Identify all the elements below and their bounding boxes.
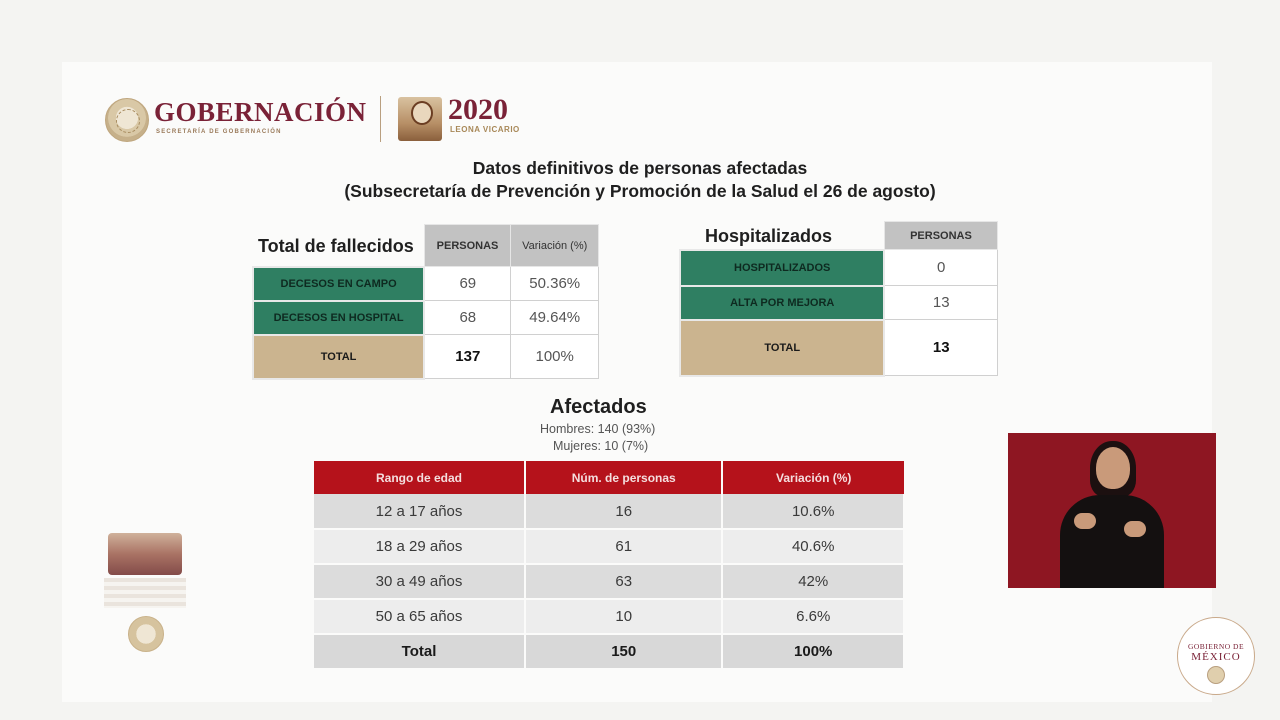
slide-title-line1: Datos definitivos de personas afectadas bbox=[472, 158, 808, 178]
personas-value: 0 bbox=[884, 250, 997, 286]
row-label: HOSPITALIZADOS bbox=[680, 250, 884, 286]
hombres-label: Hombres: 140 (93%) bbox=[540, 422, 656, 436]
table-row-total bbox=[253, 335, 599, 379]
interpreter-face bbox=[1096, 447, 1130, 489]
header-rango: Rango de edad bbox=[314, 461, 525, 494]
row-label: DECESOS EN HOSPITAL bbox=[253, 301, 424, 335]
slide-title-line2: (Subsecretaría de Prevención y Promoción de la Salud el 26 de agosto) bbox=[344, 181, 936, 201]
row-label: TOTAL bbox=[253, 335, 424, 379]
personas-cell: 61 bbox=[525, 529, 722, 564]
personas-value: 137 bbox=[424, 335, 511, 379]
hospitalizados-caption: Hospitalizados bbox=[705, 226, 833, 246]
rango-cell: 18 a 29 años bbox=[314, 529, 525, 564]
rango-cell: 30 a 49 años bbox=[314, 564, 525, 599]
row-label: ALTA POR MEJORA bbox=[680, 286, 884, 320]
header-divider bbox=[380, 96, 381, 142]
gobierno-logo-line1: GOBIERNO DE bbox=[1187, 642, 1245, 651]
table-row bbox=[314, 494, 904, 529]
total-label: Total bbox=[314, 634, 525, 669]
table-row bbox=[680, 250, 998, 286]
table-row bbox=[314, 564, 904, 599]
header-variacion: Variación (%) bbox=[722, 461, 904, 494]
small-seal-icon bbox=[128, 616, 164, 652]
interpreter-hand-left bbox=[1074, 513, 1096, 529]
table-row bbox=[253, 301, 599, 335]
rango-cell: 50 a 65 años bbox=[314, 599, 525, 634]
coat-of-arms-icon bbox=[105, 98, 149, 142]
variacion-cell: 10.6% bbox=[722, 494, 904, 529]
gobierno-seal-icon bbox=[1207, 666, 1225, 684]
personas-cell: 16 bbox=[525, 494, 722, 529]
personas-cell: 10 bbox=[525, 599, 722, 634]
table-row bbox=[680, 286, 998, 320]
heroes-illustration-icon bbox=[108, 533, 182, 575]
sign-language-interpreter-video bbox=[1008, 433, 1216, 588]
variacion-cell: 6.6% bbox=[722, 599, 904, 634]
mujeres-label: Mujeres: 10 (7%) bbox=[553, 439, 649, 453]
heroes-caption-graphic bbox=[104, 578, 186, 608]
total-personas: 150 bbox=[525, 634, 722, 669]
hospitalizados-header-personas: PERSONAS bbox=[884, 222, 997, 250]
fallecidos-caption: Total de fallecidos bbox=[258, 236, 414, 256]
variacion-cell: 42% bbox=[722, 564, 904, 599]
personas-value: 69 bbox=[424, 267, 511, 301]
row-label: TOTAL bbox=[680, 320, 884, 376]
org-title: GOBERNACIÓN bbox=[154, 97, 367, 127]
table-row bbox=[253, 267, 599, 301]
gobierno-de-mexico-logo bbox=[1177, 617, 1255, 695]
afectados-table bbox=[314, 461, 905, 670]
table-row bbox=[314, 599, 904, 634]
interpreter-body bbox=[1060, 495, 1164, 588]
header-num-personas: Núm. de personas bbox=[525, 461, 722, 494]
personas-value: 13 bbox=[884, 286, 997, 320]
personas-value: 13 bbox=[884, 320, 997, 376]
gobierno-logo-line2: MÉXICO bbox=[1191, 651, 1241, 663]
table-row bbox=[314, 529, 904, 564]
variacion-value: 100% bbox=[511, 335, 599, 379]
variacion-cell: 40.6% bbox=[722, 529, 904, 564]
year-subtitle: LEONA VICARIO bbox=[450, 125, 520, 134]
table-row-total bbox=[680, 320, 998, 376]
personas-value: 68 bbox=[424, 301, 511, 335]
table-row-total bbox=[314, 634, 904, 669]
row-label: DECESOS EN CAMPO bbox=[253, 267, 424, 301]
interpreter-hand-right bbox=[1124, 521, 1146, 537]
year-label: 2020 bbox=[448, 93, 508, 126]
org-subtitle: SECRETARÍA DE GOBERNACIÓN bbox=[156, 129, 282, 135]
total-variacion: 100% bbox=[722, 634, 904, 669]
rango-cell: 12 a 17 años bbox=[314, 494, 525, 529]
variacion-value: 50.36% bbox=[511, 267, 599, 301]
personas-cell: 63 bbox=[525, 564, 722, 599]
fallecidos-header-variacion: Variación (%) bbox=[511, 225, 599, 267]
variacion-value: 49.64% bbox=[511, 301, 599, 335]
hospitalizados-table bbox=[679, 221, 998, 377]
fallecidos-table bbox=[252, 224, 599, 380]
fallecidos-header-personas: PERSONAS bbox=[424, 225, 511, 267]
afectados-caption: Afectados bbox=[550, 396, 647, 418]
leona-vicario-portrait-icon bbox=[398, 97, 442, 141]
